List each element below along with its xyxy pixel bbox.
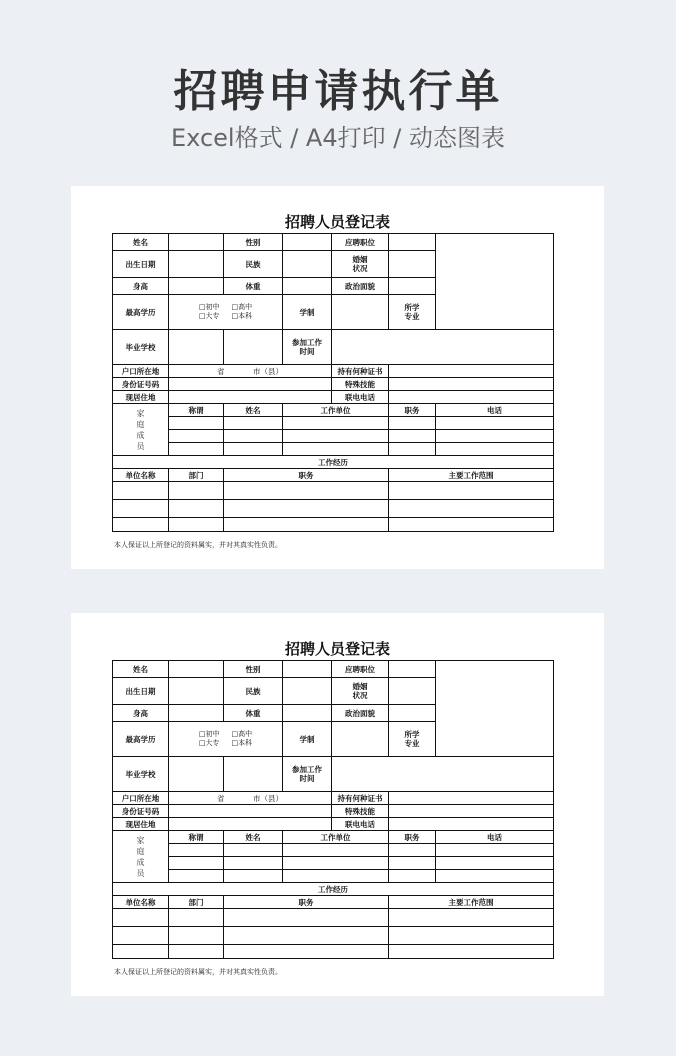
- label-name: 姓名: [113, 661, 169, 678]
- label-weight: 体重: [224, 278, 283, 295]
- family-header-name: 姓名: [224, 831, 283, 844]
- work-header-position: 职务: [224, 896, 389, 909]
- label-contact-phone: 联电电话: [332, 391, 389, 404]
- work-cell[interactable]: [113, 945, 169, 959]
- label-special-skills: 特殊技能: [332, 378, 389, 391]
- input-work-start[interactable]: [332, 757, 554, 792]
- input-ethnicity[interactable]: [283, 678, 332, 705]
- declaration-note: 本人保证以上所登记的资料属实，并对其真实性负责。: [114, 968, 282, 976]
- work-row: [113, 500, 554, 518]
- photo-box: [436, 234, 554, 330]
- input-certificates[interactable]: [389, 365, 554, 378]
- label-family: 家 庭 成 员: [113, 404, 169, 456]
- input-gender[interactable]: [283, 234, 332, 251]
- work-cell[interactable]: [169, 482, 224, 500]
- family-cell[interactable]: [389, 430, 436, 443]
- family-cell[interactable]: [169, 857, 224, 870]
- label-education: 最高学历: [113, 295, 169, 330]
- work-cell[interactable]: [169, 909, 224, 927]
- province-label: 省: [216, 366, 225, 376]
- input-work-start[interactable]: [332, 330, 554, 365]
- form-title: 招聘人员登记表: [284, 213, 390, 231]
- input-ethnicity[interactable]: [283, 251, 332, 278]
- work-cell[interactable]: [113, 482, 169, 500]
- input-graduate-school-2[interactable]: [224, 330, 283, 365]
- label-weight: 体重: [224, 705, 283, 722]
- registration-table: [112, 660, 554, 959]
- label-education: 最高学历: [113, 722, 169, 757]
- family-row: [113, 870, 554, 883]
- work-cell[interactable]: [169, 500, 224, 518]
- family-cell[interactable]: [224, 844, 283, 857]
- family-row: [113, 844, 554, 857]
- family-cell[interactable]: [283, 857, 389, 870]
- education-options: [169, 722, 283, 757]
- work-cell[interactable]: [389, 945, 554, 959]
- work-cell[interactable]: [169, 518, 224, 532]
- family-cell[interactable]: [283, 417, 389, 430]
- work-history-title: 工作经历: [113, 883, 554, 896]
- work-header-position: 职务: [224, 469, 389, 482]
- input-marital-status[interactable]: [389, 678, 436, 705]
- label-political-status: 政治面貌: [332, 705, 389, 722]
- input-contact-phone[interactable]: [389, 391, 554, 404]
- label-school-system: 学制: [283, 295, 332, 330]
- label-gender: 性别: [224, 234, 283, 251]
- label-certificates: 持有何种证书: [332, 792, 389, 805]
- label-certificates: 持有何种证书: [332, 365, 389, 378]
- family-cell[interactable]: [224, 417, 283, 430]
- family-cell[interactable]: [224, 430, 283, 443]
- label-graduate-school: 毕业学校: [113, 757, 169, 792]
- label-gender: 性别: [224, 661, 283, 678]
- family-cell[interactable]: [436, 857, 554, 870]
- work-header-company: 单位名称: [113, 896, 169, 909]
- family-cell[interactable]: [224, 443, 283, 456]
- label-birth-date: 出生日期: [113, 251, 169, 278]
- label-id-number: 身份证号码: [113, 378, 169, 391]
- input-special-skills[interactable]: [389, 805, 554, 818]
- work-row: [113, 909, 554, 927]
- work-cell[interactable]: [224, 500, 389, 518]
- family-row: [113, 417, 554, 430]
- family-cell[interactable]: [169, 430, 224, 443]
- input-marital-status[interactable]: [389, 251, 436, 278]
- work-header-company: 单位名称: [113, 469, 169, 482]
- label-school-system: 学制: [283, 722, 332, 757]
- family-cell[interactable]: [389, 857, 436, 870]
- label-ethnicity: 民族: [224, 678, 283, 705]
- family-header-name: 姓名: [224, 404, 283, 417]
- input-graduate-school-2[interactable]: [224, 757, 283, 792]
- label-address: 现居住地: [113, 391, 169, 404]
- education-checkboxes-b[interactable]: □高中 □本科: [231, 303, 253, 320]
- city-county-label: 市（县）: [253, 366, 284, 376]
- declaration-note: 本人保证以上所登记的资料属实，并对其真实性负责。: [114, 541, 282, 549]
- label-position-applied: 应聘职位: [332, 234, 389, 251]
- hero-title: 招聘申请执行单: [173, 66, 503, 117]
- family-cell[interactable]: [169, 417, 224, 430]
- input-id-number[interactable]: [169, 805, 332, 818]
- work-cell[interactable]: [224, 945, 389, 959]
- input-certificates[interactable]: [389, 792, 554, 805]
- label-work-start: 参加工作 时间: [283, 330, 332, 365]
- input-id-number[interactable]: [169, 378, 332, 391]
- input-hukou[interactable]: [169, 792, 332, 805]
- work-cell[interactable]: [389, 909, 554, 927]
- family-cell[interactable]: [169, 443, 224, 456]
- label-height: 身高: [113, 278, 169, 295]
- work-row: [113, 518, 554, 532]
- work-cell[interactable]: [389, 927, 554, 945]
- education-checkboxes-b[interactable]: □高中 □本科: [231, 730, 253, 747]
- input-birth-date[interactable]: [169, 251, 224, 278]
- work-cell[interactable]: [169, 927, 224, 945]
- family-header-position: 职务: [389, 831, 436, 844]
- work-header-scope: 主要工作范围: [389, 896, 554, 909]
- family-row: [113, 443, 554, 456]
- input-birth-date[interactable]: [169, 678, 224, 705]
- input-school-system[interactable]: [332, 722, 389, 757]
- family-cell[interactable]: [283, 443, 389, 456]
- label-political-status: 政治面貌: [332, 278, 389, 295]
- input-gender[interactable]: [283, 661, 332, 678]
- family-cell[interactable]: [436, 844, 554, 857]
- family-cell[interactable]: [224, 870, 283, 883]
- family-cell[interactable]: [436, 443, 554, 456]
- form-sheet: [71, 186, 604, 569]
- province-label: 省: [216, 793, 225, 803]
- education-checkboxes-a[interactable]: □初中 □大专: [198, 303, 220, 320]
- input-hukou[interactable]: [169, 365, 332, 378]
- label-family: 家 庭 成 员: [113, 831, 169, 883]
- input-name[interactable]: [169, 661, 224, 678]
- input-position-applied[interactable]: [389, 661, 436, 678]
- input-special-skills[interactable]: [389, 378, 554, 391]
- label-marital-status: 婚姻 状况: [332, 251, 389, 278]
- work-cell[interactable]: [389, 518, 554, 532]
- family-cell[interactable]: [389, 417, 436, 430]
- family-header-relation: 称谓: [169, 831, 224, 844]
- label-work-start: 参加工作 时间: [283, 757, 332, 792]
- family-header-phone: 电话: [436, 831, 554, 844]
- family-cell[interactable]: [283, 430, 389, 443]
- label-ethnicity: 民族: [224, 251, 283, 278]
- input-weight[interactable]: [283, 705, 332, 722]
- input-contact-phone[interactable]: [389, 818, 554, 831]
- education-checkboxes-a[interactable]: □初中 □大专: [198, 730, 220, 747]
- label-major: 所学 专业: [389, 295, 436, 330]
- label-hukou: 户口所在地: [113, 792, 169, 805]
- work-header-department: 部门: [169, 896, 224, 909]
- family-row: [113, 430, 554, 443]
- work-cell[interactable]: [224, 482, 389, 500]
- registration-table: [112, 233, 554, 532]
- family-row: [113, 857, 554, 870]
- input-address[interactable]: [169, 818, 332, 831]
- label-hukou: 户口所在地: [113, 365, 169, 378]
- form-title: 招聘人员登记表: [284, 640, 390, 658]
- input-weight[interactable]: [283, 278, 332, 295]
- family-cell[interactable]: [283, 844, 389, 857]
- work-cell[interactable]: [169, 945, 224, 959]
- input-political-status[interactable]: [389, 705, 436, 722]
- label-birth-date: 出生日期: [113, 678, 169, 705]
- hero-subtitle: Excel格式 / A4打印 / 动态图表: [171, 124, 505, 152]
- family-cell[interactable]: [389, 443, 436, 456]
- work-cell[interactable]: [389, 482, 554, 500]
- input-position-applied[interactable]: [389, 234, 436, 251]
- input-school-system[interactable]: [332, 295, 389, 330]
- work-header-department: 部门: [169, 469, 224, 482]
- education-options: [169, 295, 283, 330]
- work-row: [113, 945, 554, 959]
- label-special-skills: 特殊技能: [332, 805, 389, 818]
- family-header-relation: 称谓: [169, 404, 224, 417]
- work-row: [113, 927, 554, 945]
- label-address: 现居住地: [113, 818, 169, 831]
- family-cell[interactable]: [436, 417, 554, 430]
- family-cell[interactable]: [169, 844, 224, 857]
- family-header-position: 职务: [389, 404, 436, 417]
- label-contact-phone: 联电电话: [332, 818, 389, 831]
- family-cell[interactable]: [169, 870, 224, 883]
- input-name[interactable]: [169, 234, 224, 251]
- work-cell[interactable]: [224, 927, 389, 945]
- form-sheet: [71, 613, 604, 996]
- work-cell[interactable]: [113, 909, 169, 927]
- work-cell[interactable]: [389, 500, 554, 518]
- input-address[interactable]: [169, 391, 332, 404]
- family-cell[interactable]: [224, 857, 283, 870]
- label-height: 身高: [113, 705, 169, 722]
- label-name: 姓名: [113, 234, 169, 251]
- label-graduate-school: 毕业学校: [113, 330, 169, 365]
- family-cell[interactable]: [436, 430, 554, 443]
- label-major: 所学 专业: [389, 722, 436, 757]
- input-graduate-school[interactable]: [169, 757, 224, 792]
- label-position-applied: 应聘职位: [332, 661, 389, 678]
- input-height[interactable]: [169, 705, 224, 722]
- input-height[interactable]: [169, 278, 224, 295]
- work-cell[interactable]: [224, 909, 389, 927]
- input-graduate-school[interactable]: [169, 330, 224, 365]
- work-history-title: 工作经历: [113, 456, 554, 469]
- input-political-status[interactable]: [389, 278, 436, 295]
- family-header-employer: 工作单位: [283, 831, 389, 844]
- work-header-scope: 主要工作范围: [389, 469, 554, 482]
- family-cell[interactable]: [436, 870, 554, 883]
- family-header-employer: 工作单位: [283, 404, 389, 417]
- family-cell[interactable]: [389, 870, 436, 883]
- work-cell[interactable]: [113, 500, 169, 518]
- family-header-phone: 电话: [436, 404, 554, 417]
- family-cell[interactable]: [389, 844, 436, 857]
- family-cell[interactable]: [283, 870, 389, 883]
- photo-box: [436, 661, 554, 757]
- label-marital-status: 婚姻 状况: [332, 678, 389, 705]
- city-county-label: 市（县）: [253, 793, 284, 803]
- work-cell[interactable]: [113, 927, 169, 945]
- work-row: [113, 482, 554, 500]
- work-cell[interactable]: [224, 518, 389, 532]
- work-cell[interactable]: [113, 518, 169, 532]
- label-id-number: 身份证号码: [113, 805, 169, 818]
